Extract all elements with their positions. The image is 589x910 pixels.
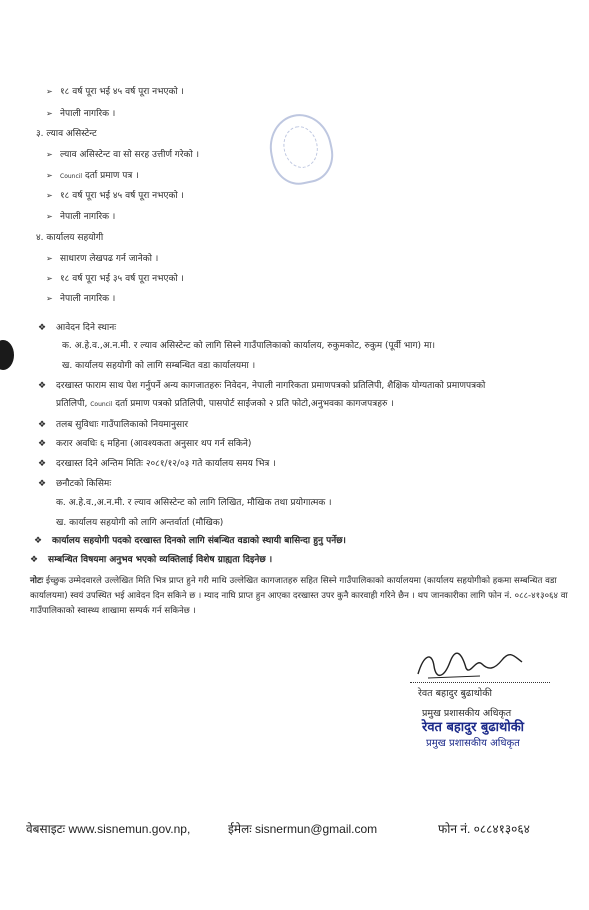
section-title: ३. ल्याव असिस्टेन्ट bbox=[36, 129, 97, 139]
note-paragraph: नोटः ईच्छुक उम्मेदवारले उल्लेखित मिति भित्र प्राप्त हुने गरी माथि उल्लेखित कागजातहरु सहित सिस्ने गाउँपालिकाको कार्यालयमा (कार्यालय सहयोगीको हकमा सम्बन्धित वडा कार्यालयमा) स्वयं उपस्थित भई आवेदन दिन सकिने छ । म्याद नाघि प्राप्त हुन आएका दरखास्त उपर कुनै कारवाही गरिने छैन । थप जानकारीका लागि फोन नं. ०८८-४१३०६४ वा गाउँपालिकाको स्वास्थ्य शाखामा सम्पर्क गर्न सकिनेछ । bbox=[30, 576, 568, 616]
punch-hole-mark bbox=[0, 340, 14, 370]
arrow-bullet-icon: ➢ bbox=[46, 150, 53, 159]
detail-item: ❖ दरखास्त फाराम साथ पेश गर्नुपर्ने अन्य कागजातहरुः निवेदन, नेपाली नागरिकता प्रमाणपत्रको प्रतिलिपी, शैक्षिक योग्यताको प्रमाणपत्रको bbox=[38, 381, 486, 391]
diamond-bullet-icon: ❖ bbox=[38, 420, 47, 430]
signature-line bbox=[410, 682, 550, 683]
detail-item: ❖ करार अवधिः ६ महिना (आवश्यकता अनुसार थप गर्न सकिने) bbox=[38, 439, 252, 449]
signatory-title-handwritten: प्रमुख प्रशासकीय अधिकृत bbox=[422, 708, 512, 719]
diamond-bullet-icon: ❖ bbox=[38, 381, 47, 391]
list-item: ➢ साधारण लेखपढ गर्न जानेको । bbox=[46, 254, 159, 264]
list-item: ➢ Council दर्ता प्रमाण पत्र । bbox=[46, 171, 139, 181]
detail-item: ❖ सम्बन्धित विषयमा अनुभव भएको व्यक्तिलाई विशेष ग्राह्यता दिइनेछ । bbox=[30, 555, 273, 565]
list-item: ➢ ल्याव असिस्टेन्ट वा सो सरह उत्तीर्ण गरेको । bbox=[46, 150, 200, 160]
signatory-name-handwritten: रेवत बहादुर बुढाथोकी bbox=[418, 688, 493, 699]
diamond-bullet-icon: ❖ bbox=[38, 459, 47, 469]
arrow-bullet-icon: ➢ bbox=[46, 171, 53, 180]
diamond-bullet-icon: ❖ bbox=[38, 479, 47, 489]
diamond-bullet-icon: ❖ bbox=[38, 323, 47, 333]
list-item: ➢ नेपाली नागरिक । bbox=[46, 294, 116, 304]
list-item: ➢ नेपाली नागरिक । bbox=[46, 212, 116, 222]
signatory-name-stamp: रेवत बहादुर बुढाथोकी bbox=[422, 720, 525, 735]
arrow-bullet-icon: ➢ bbox=[46, 254, 53, 263]
arrow-bullet-icon: ➢ bbox=[46, 87, 53, 96]
list-item: ➢ १८ वर्ष पूरा भई ४५ वर्ष पूरा नभएको । bbox=[46, 87, 184, 97]
footer-website: वेबसाइटः www.sisnemun.gov.np, bbox=[26, 822, 191, 836]
handwritten-signature bbox=[410, 648, 530, 682]
arrow-bullet-icon: ➢ bbox=[46, 294, 53, 303]
detail-subitem: क. अ.हे.व.,अ.न.मी. र ल्याव असिस्टेन्ट को लागि सिस्ने गाउँपालिकाको कार्यालय, रुकुमकोट, रुकुम (पूर्वी भाग) मा। bbox=[62, 341, 436, 351]
list-item: ➢ १८ वर्ष पूरा भई ४५ वर्ष पूरा नभएको । bbox=[46, 191, 184, 201]
arrow-bullet-icon: ➢ bbox=[46, 274, 53, 283]
office-seal-stamp bbox=[263, 108, 338, 189]
detail-item: ❖ कार्यालय सहयोगी पदको दरखास्त दिनको लागि संबन्धित वडाको स्थायी बासिन्दा हुनु पर्नेछ। bbox=[34, 536, 346, 546]
detail-subitem: ख. कार्यालय सहयोगी को लागि अन्तर्वार्ता (मौखिक) bbox=[56, 518, 224, 528]
detail-subitem: क. अ.हे.व.,अ.न.मी. र ल्याव असिस्टेन्ट को लागि लिखित, मौखिक तथा प्रयोगात्मक । bbox=[56, 498, 332, 508]
diamond-bullet-icon: ❖ bbox=[38, 439, 47, 449]
list-item: ➢ १८ वर्ष पूरा भई ३५ वर्ष पूरा नभएको । bbox=[46, 274, 184, 284]
list-item: ➢ नेपाली नागरिक । bbox=[46, 109, 116, 119]
detail-item-continuation: प्रतिलिपी, Council दर्ता प्रमाण पत्रको प्रतिलिपी, पासपोर्ट साईजको २ प्रति फोटो,अनुभवका कागजपत्रहरु । bbox=[56, 399, 394, 409]
section-title: ४. कार्यालय सहयोगी bbox=[36, 233, 104, 243]
footer-email: ईमेलः sisnermun@gmail.com bbox=[228, 822, 378, 836]
detail-subitem: ख. कार्यालय सहयोगी को लागि सम्बन्धित वडा कार्यालयमा । bbox=[62, 361, 256, 371]
detail-item: ❖ छनौटको किसिमः bbox=[38, 479, 112, 489]
diamond-bullet-icon: ❖ bbox=[30, 555, 39, 565]
arrow-bullet-icon: ➢ bbox=[46, 191, 53, 200]
signatory-title-stamp: प्रमुख प्रशासकीय अधिकृत bbox=[426, 738, 520, 749]
detail-item: ❖ तलब सुविधाः गाउँपालिकाको नियमानुसार bbox=[38, 420, 189, 430]
arrow-bullet-icon: ➢ bbox=[46, 212, 53, 221]
detail-item: ❖ आवेदन दिने स्थानः bbox=[38, 323, 117, 333]
footer-phone: फोन नं. ०८८४१३०६४ bbox=[438, 822, 530, 836]
detail-item: ❖ दरखास्त दिने अन्तिम मितिः २०८१/१२/०३ गते कार्यालय समय भित्र । bbox=[38, 459, 276, 469]
diamond-bullet-icon: ❖ bbox=[34, 536, 43, 546]
arrow-bullet-icon: ➢ bbox=[46, 109, 53, 118]
